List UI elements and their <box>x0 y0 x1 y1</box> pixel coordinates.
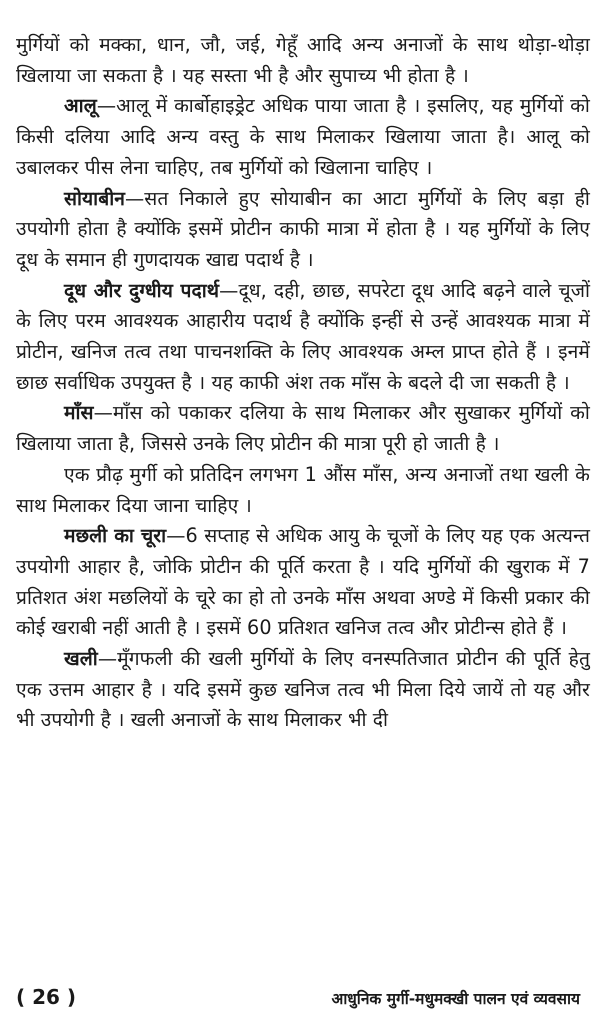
book-title: आधुनिक मुर्गी-मधुमक्खी पालन एवं व्यवसाय <box>331 990 580 1008</box>
paragraph-grains <box>16 30 590 91</box>
paragraph-term: माँस <box>64 401 94 425</box>
paragraph-milk-products <box>16 276 590 399</box>
paragraph-fish-meal <box>16 521 590 644</box>
paragraph-text: —माँस को पकाकर दलिया के साथ मिलाकर और सुखाकर मुर्गियों को खिलाया जाता है, जिससे उनके लिए प्रोटीन की मात्रा पूरी हो जाती है । <box>16 401 590 456</box>
paragraph-text: —मूँगफली की खली मुर्गियों के लिए वनस्पतिजात प्रोटीन की पूर्ति हेतु एक उत्तम आहार है । यदि इसमें कुछ खनिज तत्व भी मिला दिये जायें तो यह और भी उपयोगी है । खली अनाजों के साथ मिलाकर भी दी <box>16 647 590 732</box>
paragraph-text: एक प्रौढ़ मुर्गी को प्रतिदिन लगभग 1 औंस माँस, अन्य अनाजों तथा खली के साथ मिलाकर दिया जाना चाहिए । <box>16 462 590 517</box>
paragraph-term: मछली का चूरा <box>64 524 167 548</box>
paragraph-text: —दूध, दही, छाछ, सपरेटा दूध आदि बढ़ने वाले चूजों के लिए परम आवश्यक आहारीय पदार्थ है क्योंकि इन्हीं से उन्हें आवश्यक मात्रा में प्रोटीन, खनिज तत्व तथा पाचनशक्ति के लिए आवश्यक अम्ल प्राप्त होते हैं । इनमें छाछ सर्वाधिक उपयुक्त है । यह काफी अंश तक माँस के बदले दी जा सकती है । <box>16 278 591 394</box>
paragraph-term: खली <box>64 647 98 671</box>
paragraph-text: —6 सप्ताह से अधिक आयु के चूजों के लिए यह एक अत्यन्त उपयोगी आहार है, जोकि प्रोटीन की पूर्ति करता है । यदि मुर्गियों की खुराक में 7 प्रतिशत अंश मछलियों के चूरे का हो तो उनके माँस अथवा अण्डे में किसी प्रकार की कोई खराबी नहीं आती है । इसमें 60 प्रतिशत खनिज तत्व और प्रोटीन्स होते हैं । <box>16 524 590 640</box>
paragraph-text: —आलू में कार्बोहाइड्रेट अधिक पाया जाता है । इसलिए, यह मुर्गियों को किसी दलिया आदि अन्य वस्तु के साथ मिलाकर खिलाया जाता है। आलू को उबालकर पीस लेना चाहिए, तब मुर्गियों को खिलाना चाहिए । <box>16 94 590 179</box>
paragraph-potato <box>16 91 590 183</box>
page-number: ( 26 ) <box>16 985 77 1009</box>
paragraph-term: दूध और दुग्धीय पदार्थ <box>64 278 220 302</box>
paragraph-meat <box>16 398 590 459</box>
paragraph-term: आलू <box>64 94 97 118</box>
paragraph-adult-hen <box>16 460 590 521</box>
paragraph-soybean <box>16 184 590 276</box>
paragraph-term: सोयाबीन <box>64 186 126 210</box>
paragraph-text: मुर्गियों को मक्का, धान, जौ, जई, गेहूँ आदि अन्य अनाजों के साथ थोड़ा-थोड़ा खिलाया जा सकता है । यह सस्ता भी है और सुपाच्य भी होता है । <box>16 33 590 87</box>
paragraph-oilcake <box>16 644 590 736</box>
page-body <box>16 30 590 736</box>
page-footer <box>16 985 580 1015</box>
paragraph-text: —सत निकाले हुए सोयाबीन का आटा मुर्गियों के लिए बड़ा ही उपयोगी होता है क्योंकि इसमें प्रोटीन काफी मात्रा में होता है । यह मुर्गियों के लिए दूध के समान ही गुणदायक खाद्य पदार्थ है । <box>16 186 590 271</box>
